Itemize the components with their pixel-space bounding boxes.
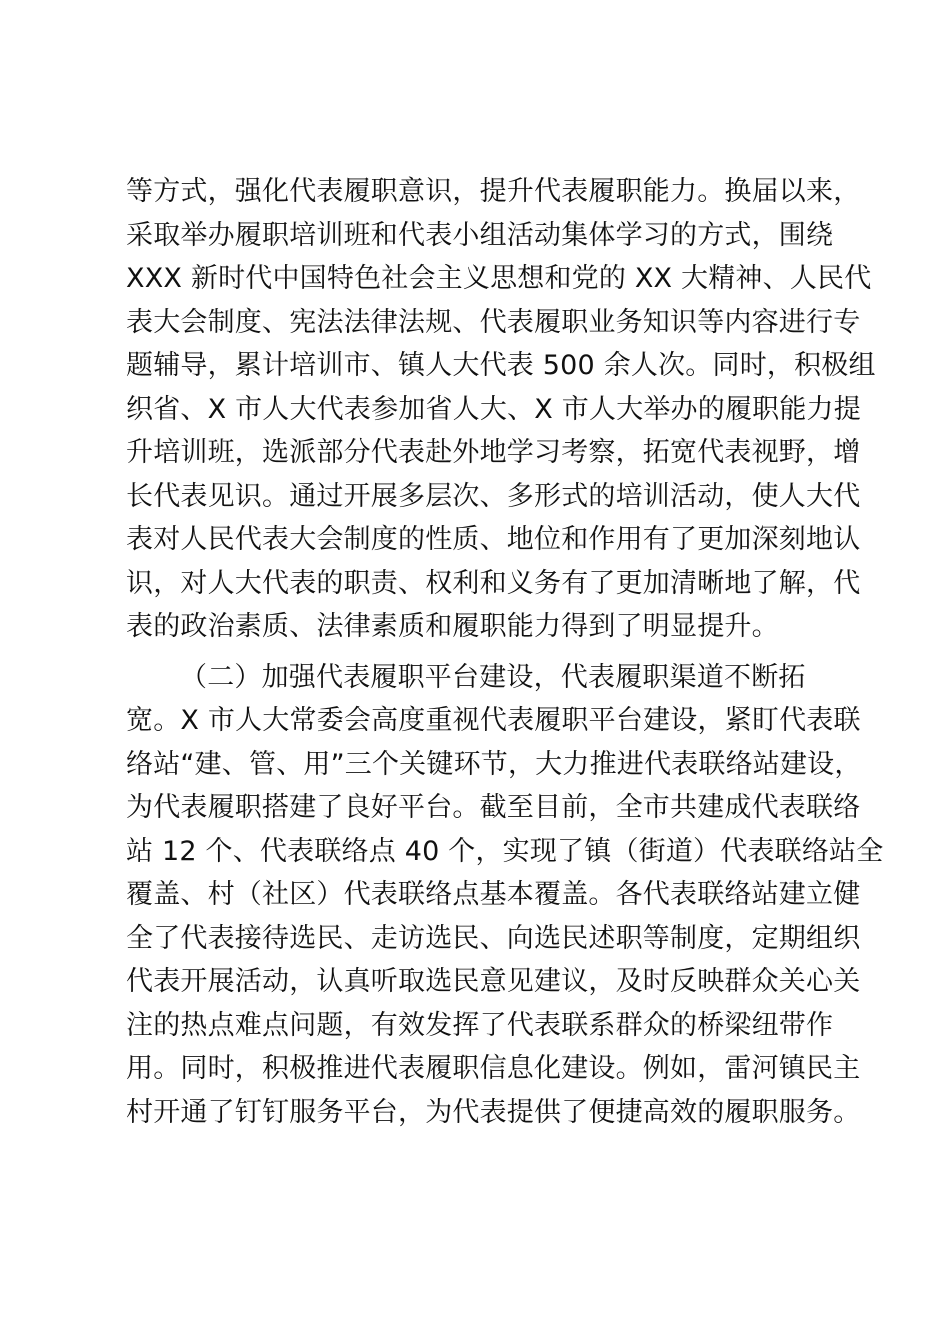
paragraph-1-line-9: 表对人民代表大会制度的性质、地位和作用有了更加深刻地认 xyxy=(126,524,861,555)
paragraph-2-line-6: 覆盖、村（社区）代表联络点基本覆盖。各代表联络站建立健 xyxy=(126,879,861,910)
paragraph-2-line-4: 为代表履职搭建了良好平台。截至目前，全市共建成代表联络 xyxy=(126,792,861,823)
paragraph-2-line-2: 宽。X 市人大常委会高度重视代表履职平台建设，紧盯代表联 xyxy=(126,705,861,736)
paragraph-1-line-8: 长代表见识。通过开展多层次、多形式的培训活动，使人大代 xyxy=(126,480,861,512)
paragraph-1-line-4: 表大会制度、宪法法律法规、代表履职业务知识等内容进行专 xyxy=(126,306,861,338)
paragraph-2-line-11: 村开通了钉钉服务平台，为代表提供了便捷高效的履职服务。 xyxy=(126,1096,861,1128)
paragraph-1-line-6: 织省、X 市人大代表参加省人大、X 市人大举办的履职能力提 xyxy=(126,393,861,425)
paragraph-2-line-8: 代表开展活动，认真听取选民意见建议，及时反映群众关心关 xyxy=(126,966,861,997)
paragraph-1-line-7: 升培训班，选派部分代表赴外地学习考察，拓宽代表视野，增 xyxy=(126,437,861,468)
paragraph-2-line-5: 站 12 个、代表联络点 40 个，实现了镇（街道）代表联络站全 xyxy=(126,835,884,867)
paragraph-2-line-7: 全了代表接待选民、走访选民、向选民述职等制度，定期组织 xyxy=(126,922,861,954)
paragraph-1-line-3: XXX 新时代中国特色社会主义思想和党的 XX 大精神、人民代 xyxy=(126,263,872,294)
paragraph-2-line-9: 注的热点难点问题，有效发挥了代表联系群众的桥梁纽带作 xyxy=(126,1009,834,1041)
paragraph-1-line-2: 采取举办履职培训班和代表小组活动集体学习的方式，围绕 xyxy=(126,219,834,251)
paragraph-1-line-1: 等方式，强化代表履职意识，提升代表履职能力。换届以来， xyxy=(126,176,861,207)
paragraph-2-line-3: 络站“建、管、用”三个关键环节，大力推进代表联络站建设， xyxy=(126,748,862,780)
paragraph-1-line-10: 识，对人大代表的职责、权利和义务有了更加清晰地了解，代 xyxy=(126,567,861,599)
paragraph-2-line-10: 用。同时，积极推进代表履职信息化建设。例如，雷河镇民主 xyxy=(126,1053,861,1084)
paragraph-2-heading-line: （二）加强代表履职平台建设，代表履职渠道不断拓 xyxy=(180,661,806,693)
paragraph-1-line-5: 题辅导，累计培训市、镇人大代表 500 余人次。同时，积极组 xyxy=(126,350,876,381)
paragraph-1-line-11: 表的政治素质、法律素质和履职能力得到了明显提升。 xyxy=(126,611,779,642)
